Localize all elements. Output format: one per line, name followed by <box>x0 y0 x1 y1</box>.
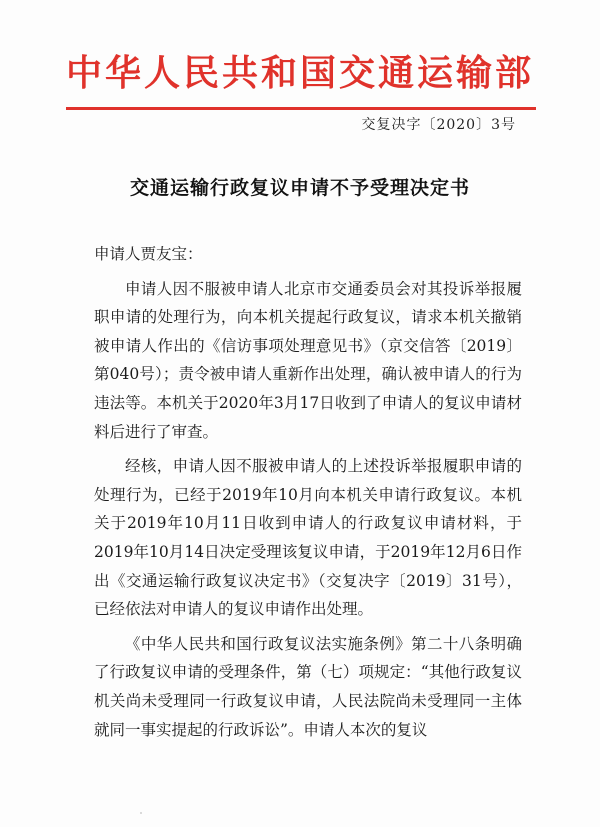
body-paragraph-2: 经核，申请人因不服被申请人的上述投诉举报履职申请的处理行为，已经于2019年10月向本机关申请行政复议。本机关于2019年10月11日收到申请人的行政复议申请材料，于2019年10月14日决定受理该复议申请，于2019年12月6日作出《交通运输行政复议决定书》（交复决字〔2019〕31号），已经依法对申请人的复议申请作出处理。 <box>94 457 522 619</box>
issuer-masthead: 中华人民共和国交通运输部 <box>65 53 534 94</box>
scan-artifact <box>140 812 142 814</box>
body-paragraph-1: 申请人因不服被申请人北京市交通委员会对其投诉举报履职申请的处理行为，向本机关提起行政复议，请求本机关撤销被申请人作出的《信访事项处理意见书》（京交信答〔2019〕第040号）；责令被申请人重新作出处理，确认被申请人的行为违法等。本机关于2020年3月17日收到了申请人的复议申请材料后进行了审查。 <box>94 279 522 441</box>
body-paragraph-3: 《中华人民共和国行政复议法实施条例》第二十八条明确了行政复议申请的受理条件，第（七）项规定：“其他行政复议机关尚未受理同一行政复议申请，人民法院尚未受理同一主体就同一事实提起的行政诉讼”。申请人本次的复议 <box>94 634 522 739</box>
document-title: 交通运输行政复议申请不予受理决定书 <box>129 177 470 199</box>
document-body <box>94 240 522 750</box>
salutation: 申请人贾友宝： <box>94 245 203 263</box>
red-divider-line <box>66 107 536 110</box>
document-number: 交复决字〔2020〕3号 <box>361 117 516 133</box>
